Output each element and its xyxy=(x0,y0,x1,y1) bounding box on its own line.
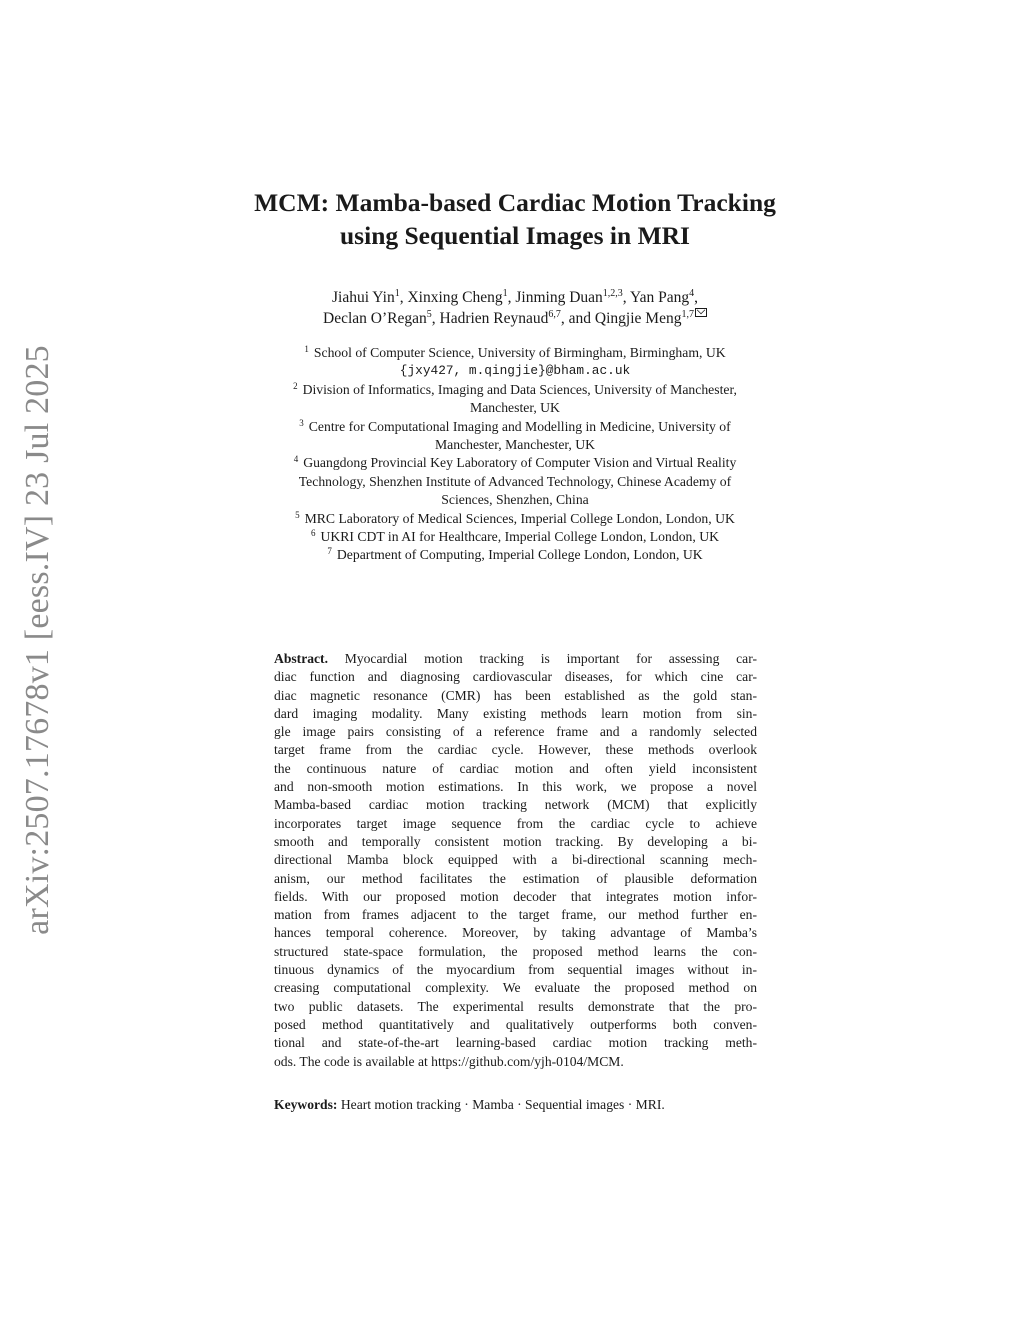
author-name: Xinxing Cheng xyxy=(407,289,503,306)
abstract-line: smooth and temporally consistent motion tracking. By developing a bi- xyxy=(274,833,757,849)
abstract-line: dard imaging modality. Many existing methods learn motion from sin- xyxy=(274,705,757,721)
author-name: Jiahui Yin xyxy=(331,289,395,306)
title-line: MCM: Mamba-based Cardiac Motion Tracking xyxy=(254,188,776,217)
affiliation-item xyxy=(180,528,850,546)
affiliation-text: MRC Laboratory of Medical Sciences, Imperial College London, London, UK xyxy=(304,510,735,526)
paper-title xyxy=(200,186,830,252)
abstract-line: directional Mamba block equipped with a bi-directional scanning mech- xyxy=(274,852,757,868)
abstract-line: the continuous nature of cardiac motion and often yield inconsistent xyxy=(274,760,757,776)
affiliation-text: Technology, Shenzhen Institute of Advanced Technology, Chinese Academy of xyxy=(298,473,732,489)
author-affil-marker: 5 xyxy=(426,309,432,320)
abstract-label: Abstract. xyxy=(274,651,328,666)
author-name: Yan Pang xyxy=(629,289,690,306)
envelope-icon xyxy=(695,308,707,317)
author-line: Declan O’Regan$^5$, Hadrien Reynaud$^{6,7}$, and Qingjie Meng$^{1,7}$ xyxy=(180,308,850,329)
author-affil-marker: 1,7 xyxy=(681,309,694,320)
affiliation-marker: 6 xyxy=(311,528,316,539)
affiliation-text: Manchester, Manchester, UK xyxy=(434,437,596,453)
author-list xyxy=(180,287,850,329)
keywords-label: Keywords: xyxy=(274,1097,338,1112)
author-email: {jxy427, m.qingjie}@bham.ac.uk xyxy=(399,363,631,379)
abstract-line: two public datasets. The experimental results demonstrate that the pro- xyxy=(274,998,757,1014)
abstract-line: creasing computational complexity. We evaluate the proposed method on xyxy=(274,980,757,996)
affiliation-item xyxy=(180,381,850,399)
affiliation-marker: 7 xyxy=(327,546,332,557)
abstract-line: structured state-space formulation, the proposed method learns the con- xyxy=(274,943,757,959)
abstract-line: diac function and diagnosing cardiovascular diseases, for which cine car- xyxy=(274,669,757,685)
author-affil-marker: 6,7 xyxy=(548,309,561,320)
abstract-line: Mamba-based cardiac motion tracking network (MCM) that explicitly xyxy=(274,797,757,813)
author-name: Qingjie Meng xyxy=(594,310,682,327)
abstract-line xyxy=(274,650,757,668)
abstract-text: Myocardial motion tracking is important for assessing car- xyxy=(344,651,757,666)
author-name: Declan O’Regan xyxy=(323,310,427,327)
author-connector: and xyxy=(568,310,592,327)
affiliation-text: Sciences, Shenzhen, China xyxy=(441,492,589,508)
affiliation-item xyxy=(180,454,850,472)
affiliation-item xyxy=(180,510,850,528)
abstract-line: tinuous dynamics of the myocardium from sequential images without in- xyxy=(274,962,757,978)
affiliation-text: Department of Computing, Imperial College London, London, UK xyxy=(336,547,703,563)
affiliation-text: School of Computer Science, University of Birmingham, Birmingham, UK xyxy=(313,345,726,360)
affiliation-list xyxy=(180,344,850,565)
author-affil-marker: 1,2,3 xyxy=(602,288,623,299)
title-line: using Sequential Images in MRI xyxy=(340,221,690,250)
abstract-line: hances temporal coherence. Moreover, by taking advantage of Mamba’s xyxy=(274,925,757,941)
abstract-line: target frame from the cardiac cycle. However, these methods overlook xyxy=(274,742,757,758)
affiliation-text: Division of Informatics, Imaging and Data Sciences, University of Manchester, xyxy=(302,381,737,397)
author-name: Jinming Duan xyxy=(515,289,603,306)
affiliation-marker: 2 xyxy=(293,380,298,391)
author-name: Hadrien Reynaud xyxy=(439,310,549,327)
keywords-text: Heart motion tracking · Mamba · Sequential images · MRI. xyxy=(340,1097,665,1112)
abstract-line: gle image pairs consisting of a reference frame and a randomly selected xyxy=(274,724,757,740)
affiliation-item xyxy=(180,418,850,436)
affiliation-item xyxy=(180,344,850,362)
abstract xyxy=(274,650,757,1071)
abstract-line: diac magnetic resonance (CMR) has been established as the gold stan- xyxy=(274,687,757,703)
keywords xyxy=(274,1096,757,1114)
affiliation-marker: 3 xyxy=(299,417,304,428)
abstract-line: mation from frames adjacent to the target frame, our method further en- xyxy=(274,907,757,923)
abstract-line: ods. The code is available at https://github.com/yjh-0104/MCM. xyxy=(274,1053,624,1069)
author-affil-marker: 1 xyxy=(394,288,400,299)
affiliation-text: Guangdong Provincial Key Laboratory of Computer Vision and Virtual Reality xyxy=(303,455,737,471)
author-affil-marker: 4 xyxy=(689,288,695,299)
affiliation-marker: 1 xyxy=(304,344,309,354)
arxiv-sidebar-stamp: arXiv:2507.17678v1 [eess.IV] 23 Jul 2025 xyxy=(19,345,56,935)
abstract-line: anism, our method facilitates the estimation of plausible deformation xyxy=(274,870,757,886)
affiliation-text: Manchester, UK xyxy=(470,400,560,416)
affiliation-text: UKRI CDT in AI for Healthcare, Imperial College London, London, UK xyxy=(320,529,719,545)
author-line: Jiahui Yin$^1$, Xinxing Cheng$^1$, Jinming Duan$^{1,2,3}$, Yan Pang$^4$, xyxy=(331,288,698,306)
affiliation-item xyxy=(180,546,850,564)
abstract-line: incorporates target image sequence from the cardiac cycle to achieve xyxy=(274,815,757,831)
abstract-line: posed method quantitatively and qualitatively outperforms both conven- xyxy=(274,1016,757,1032)
abstract-line: tional and state-of-the-art learning-based cardiac motion tracking meth- xyxy=(274,1035,757,1051)
affiliation-marker: 4 xyxy=(293,454,299,465)
author-affil-marker: 1 xyxy=(502,288,508,299)
affiliation-text: Centre for Computational Imaging and Modelling in Medicine, University of xyxy=(308,418,731,434)
abstract-line: fields. With our proposed motion decoder that integrates motion infor- xyxy=(274,888,757,904)
abstract-line: and non-smooth motion estimations. In this work, we propose a novel xyxy=(274,779,757,795)
affiliation-marker: 5 xyxy=(295,509,300,520)
